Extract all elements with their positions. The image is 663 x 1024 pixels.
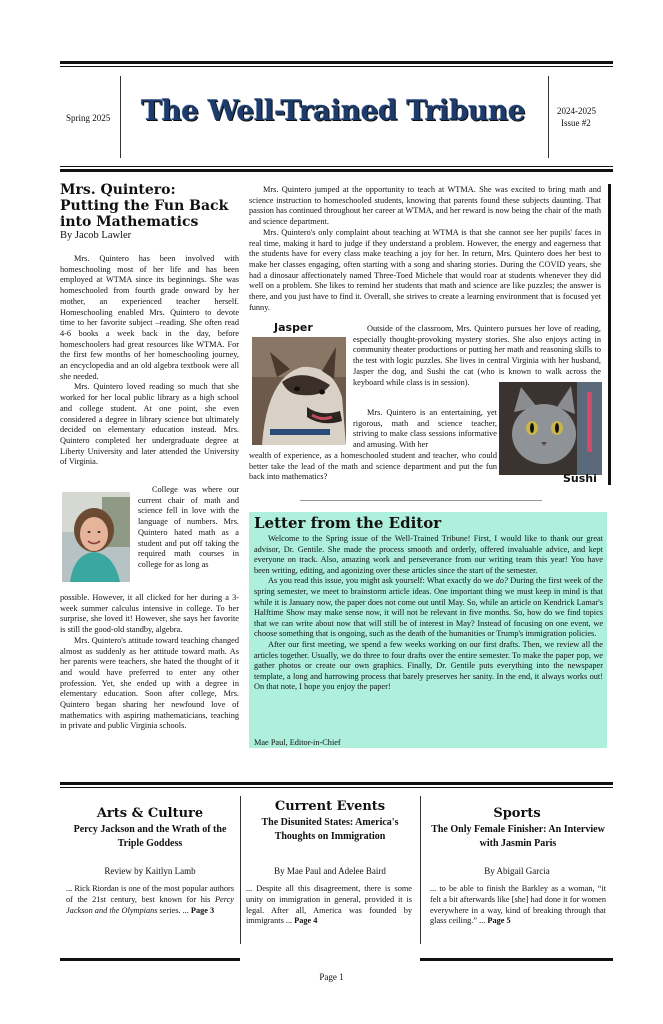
teaser-text: series. ... xyxy=(157,905,191,915)
section-title-sports: Sports xyxy=(493,806,541,821)
section-divider xyxy=(240,796,241,944)
masthead-divider-right xyxy=(548,76,549,158)
editor-paragraph xyxy=(254,576,603,640)
sidebar-accent-rule xyxy=(608,184,611,485)
masthead-bottom-rule-thin xyxy=(60,166,613,167)
lead-column-left-top xyxy=(60,254,239,468)
teaser-text: ... Rick Riordan is one of the most popular authors of the 21st century, best known for his xyxy=(66,884,234,904)
lead-column-left-bottom xyxy=(60,593,239,732)
editor-paragraph: Welcome to the Spring issue of the Well-Trained Tribune! First, I would like to thank our great advisor, Dr. Gentile. She made the process smooth and orderly, offered invaluable advice, and kept everyone on track. Also, amazing work and perseverance from our writing team this year! You have been writing, editing, and agonizing over these articles since the start of the semester. xyxy=(254,534,603,575)
lead-byline: By Jacob Lawler xyxy=(60,230,132,241)
jasper-dog-image xyxy=(252,337,346,445)
lead-paragraph: Mrs. Quintero jumped at the opportunity to teach at WTMA. She was excited to bring math and science instruction to homeschooled students, knowing that parents found these subjects daunting. That passion has continued throughout her career at WTMA, and her reward is now being the chair of the math and science department. xyxy=(249,185,601,227)
sushi-caption: Sushi xyxy=(563,472,597,485)
section-subtitle-arts: Percy Jackson and the Wrath of the Triple Goddess xyxy=(73,824,227,849)
lead-headline: Mrs. Quintero: Putting the Fun Back into Mathematics xyxy=(60,182,229,230)
masthead-season: Spring 2025 xyxy=(66,113,111,123)
masthead-issue: Issue #2 xyxy=(561,118,591,128)
sushi-cat-image xyxy=(499,382,602,475)
masthead-top-rule-thin xyxy=(60,66,613,67)
page-number: Page 1 xyxy=(319,972,344,982)
lead-column-right-top xyxy=(249,185,601,313)
sections-top-rule xyxy=(60,782,613,785)
page-link-sports[interactable]: Page 5 xyxy=(487,916,511,926)
editor-paragraph: After our first meeting, we spend a few weeks working on our first drafts. Then, we review all the articles together. Usually, we do three to four drafts over the entire semester. To make the paper pop, we gather photos or create our own graphics. Finally, Dr. Gentile puts everything into the newspaper template, a long and harrowing process that barely preserves her sanity. In the end, it always works out! On that note, I hope you enjoy the paper! xyxy=(254,639,603,692)
lead-paragraph: College was where our current chair of math and science fell in love with the language of numbers. Mrs. Quintero hated math as a student and put off taking the required math courses in college for as long as xyxy=(138,485,239,569)
lead-paragraph: Mrs. Quintero's attitude toward teaching changed almost as suddenly as her attitude toward math. As her parents were teachers, she hated the thought of it and would have preferred to enter any other profession. Yet, she ended up with a degree in elementary education. Soon after college, Mrs. Quintero began sharing her newfound love of mathematics with aspiring mathematicians, teaching in private and public Virginia schools. xyxy=(60,635,239,731)
lead-column-right-wrap-a xyxy=(353,324,601,388)
section-byline-sports: By Abigail Garcia xyxy=(484,866,550,876)
section-divider xyxy=(420,796,421,944)
jasper-photo xyxy=(252,337,346,445)
editor-emphasis: do? xyxy=(495,576,509,586)
lead-column-right-bottom xyxy=(249,451,497,483)
lead-column-left-wrap xyxy=(138,485,239,571)
lead-paragraph: Outside of the classroom, Mrs. Quintero pursues her love of reading, especially thought-provoking mystery stories. She also enjoys acting in community theater productions or putting her math and reasoning skills to the test with logic puzzles. She lives in central Virginia with her husband, Jasper the dog, and Sushi the cat (who is known to walk across the keyboard while class is in session). xyxy=(353,324,601,387)
lead-paragraph: Mrs. Quintero loved reading so much that she worked for her local public library as a high school and college student. At one point, she even considered a degree in library science but ultimately decided on elementary education instead. Mrs. Quintero completed her undergraduate degree at Liberty University and later attended the University of Virginia. xyxy=(60,382,239,467)
lead-paragraph: Mrs. Quintero has been involved with homeschooling most of her life and has been employed at WTMA since its beginnings. She was homeschooled from fourth grade onward by her mother, an experienced teacher herself. Homeschooling enabled Mrs. Quintero to devote time to her favorite subject –reading. She often read 4-6 books a week back in the day, before homeschoolers had great resources like WTMA. For the first few months of her homeschooling journey, an encyclopedia and an old algebra textbook were all she needed. xyxy=(60,254,239,381)
quintero-portrait-image xyxy=(62,492,130,582)
masthead-bottom-rule xyxy=(60,169,613,172)
section-teaser-current-events xyxy=(246,884,412,927)
lead-paragraph: Mrs. Quintero's only complaint about teaching at WTMA is that she cannot see her pupils' faces in real time, making it hard to judge if they understand a problem. However, the energy and eagerness that the students have for every class make teaching a joy for her. In return, Mrs. Quintero does her best to make her classes engaging, often starting with a song and sharing stories. During the COVID years, she had a dinosaur affectionately named Three-Toed Michele that would roar at students whenever they did well on a problem. She likes to remind her students that math and science are like puzzles; the answer is there, and you just have to find it. Overall, she strives to create a learning environment that is focused yet funny. xyxy=(249,227,601,312)
lead-column-right-wrap-b xyxy=(353,408,497,451)
masthead-top-rule xyxy=(60,61,613,64)
article-separator-rule xyxy=(300,500,542,501)
section-title-current-events: Current Events xyxy=(274,799,386,814)
section-byline-current-events: By Mae Paul and Adelee Baird xyxy=(274,866,386,876)
lead-paragraph: possible. However, it all clicked for her during a 3-week summer calculus intensive in college. To her surprise, she loved it! However, she says her favorite is still the good-old standby, algebra. xyxy=(60,593,239,635)
sections-top-rule-thin xyxy=(60,787,613,788)
section-byline-arts: Review by Kaitlyn Lamb xyxy=(104,866,196,876)
section-subtitle-sports: The Only Female Finisher: An Interview with Jasmin Paris xyxy=(431,824,605,849)
teaser-text: ... Despite all this disagreement, there is some unity on immigration in general, provided it is legal. After all, America was founded by immigrants ... xyxy=(246,884,412,926)
footer-rule-right xyxy=(420,958,613,961)
masthead-title: The Well-Trained Tribune xyxy=(140,94,526,127)
masthead-year: 2024-2025 xyxy=(557,106,596,116)
page-link-arts[interactable]: Page 3 xyxy=(190,905,215,915)
editor-text-run: As you read this issue, you might ask yourself: What exactly do we xyxy=(268,576,496,586)
section-teaser-arts xyxy=(66,884,234,916)
lead-paragraph: Mrs. Quintero is an entertaining, yet rigorous, math and science teacher, striving to make class sessions informative and amusing. With her xyxy=(353,408,497,450)
section-title-arts: Arts & Culture xyxy=(96,806,204,821)
lead-paragraph: wealth of experience, as a homeschooled student and teacher, who could better take the lead of the math and science department and put the fun back into mathematics? xyxy=(249,451,497,482)
footer-rule-left xyxy=(60,958,240,961)
teaser-text: ... to be able to finish the Barkley as a woman, “it felt a bit afterwards like [she] had done it for women everywhere in a way, kind of breaking through that glass ceiling.” ... xyxy=(430,884,606,926)
teaser-italic: Percy Jackson and the Olympians xyxy=(66,894,234,915)
editor-signature: Mae Paul, Editor-in-Chief xyxy=(254,738,341,747)
sushi-photo xyxy=(499,382,602,475)
page-link-current-events[interactable]: Page 4 xyxy=(294,916,318,926)
jasper-caption: Jasper xyxy=(274,321,313,334)
editor-letter-title: Letter from the Editor xyxy=(254,514,442,532)
section-teaser-sports xyxy=(430,884,606,927)
masthead-divider-left xyxy=(120,76,121,158)
section-subtitle-current-events: The Disunited States: America's Thoughts on Immigration xyxy=(261,817,399,842)
editor-letter-body xyxy=(254,534,603,693)
quintero-photo xyxy=(62,492,130,582)
editor-text-run: During the first week of the spring semester, we meet to brainstorm article ideas. One important thing we must keep in mind is that while it is January now, the paper does not come out until May. So, while an article on Kendrick Lamar's Halftime Show may make sense now, it will not be relevant in five months. So, how do we find topics that we can write about now that will still be of interest in May? Instead of focusing on one event, we choose something that is ongoing, such as the death of the humanities or Trump's immigration policies. xyxy=(254,576,603,639)
